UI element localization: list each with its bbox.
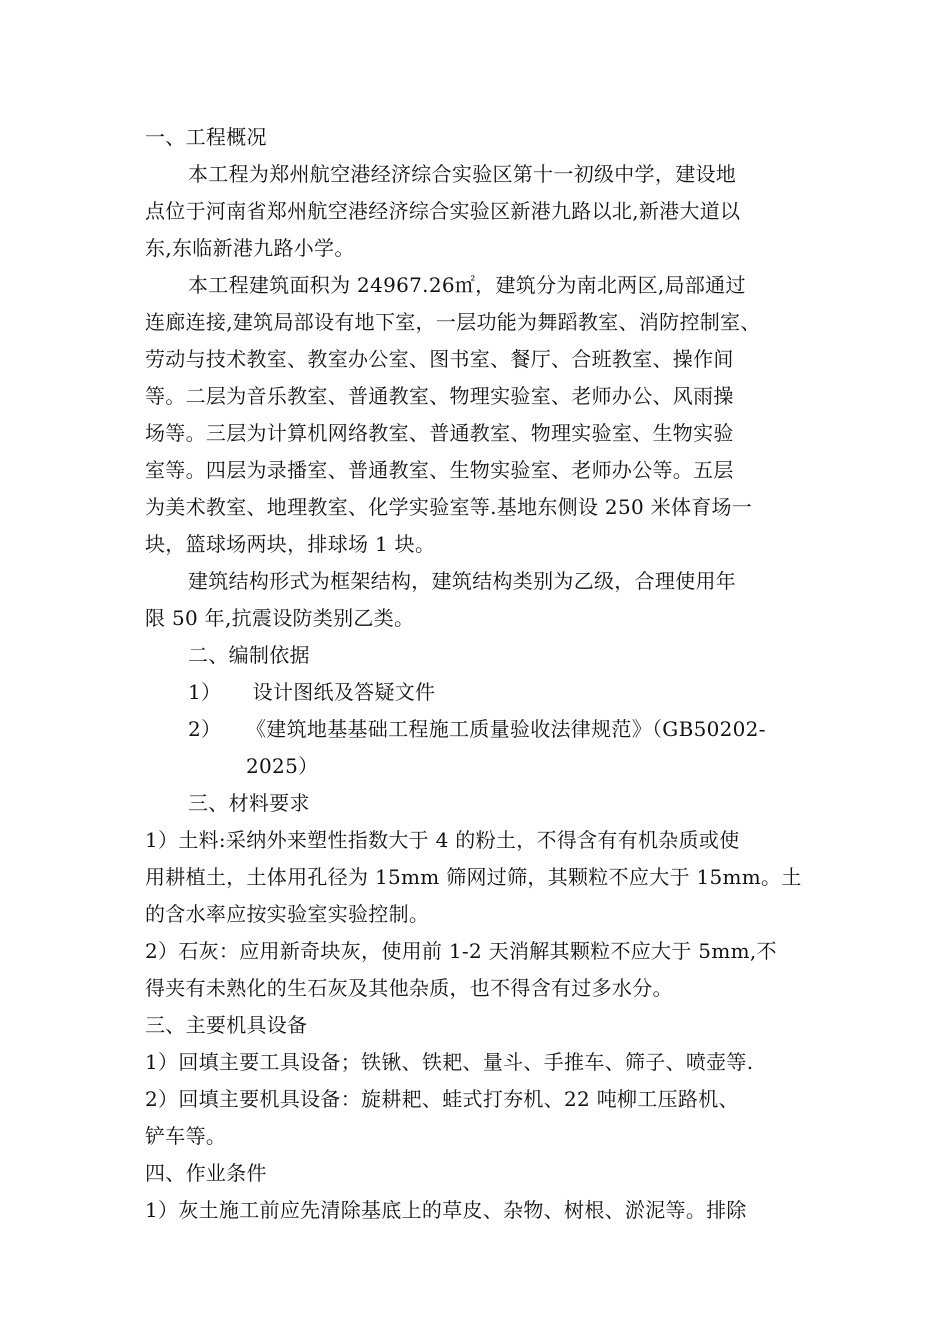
paragraph-line: 1）土料:采纳外来塑性指数大于 4 的粉土，不得含有有机杂质或使 — [145, 828, 740, 852]
paragraph-line: 1）回填主要工具设备；铁锹、铁耙、量斗、手推车、筛子、喷壶等. — [145, 1050, 754, 1074]
section-heading-overview: 一、工程概况 — [145, 125, 267, 149]
paragraph-line: 得夹有未熟化的生石灰及其他杂质，也不得含有过多水分。 — [145, 976, 673, 1000]
paragraph-line: 2）回填主要机具设备：旋耕耙、蛙式打夯机、22 吨柳工压路机、 — [145, 1087, 739, 1111]
paragraph-line: 本工程建筑面积为 24967.26㎡，建筑分为南北两区,局部通过 — [188, 273, 746, 297]
section-heading-equipment: 三、主要机具设备 — [145, 1013, 308, 1037]
section-heading-materials: 三、材料要求 — [188, 791, 310, 815]
list-item — [188, 679, 435, 705]
list-item — [188, 716, 766, 742]
section-heading-basis: 二、编制依据 — [188, 643, 310, 667]
paragraph-line: 块，篮球场两块，排球场 1 块。 — [145, 532, 436, 556]
list-item-text: 《建筑地基基础工程施工质量验收法律规范》（GB50202- — [246, 717, 766, 741]
paragraph-line: 的含水率应按实验室实验控制。 — [145, 902, 430, 926]
list-item-continuation: 2025） — [246, 754, 319, 778]
paragraph-line: 场等。三层为计算机网络教室、普通教室、物理实验室、生物实验 — [145, 421, 734, 445]
paragraph-line: 等。二层为音乐教室、普通教室、物理实验室、老师办公、风雨操 — [145, 384, 734, 408]
paragraph-line: 2）石灰：应用新奇块灰，使用前 1-2 天消解其颗粒不应大于 5mm,不 — [145, 939, 777, 963]
paragraph-line: 东,东临新港九路小学。 — [145, 236, 355, 260]
list-item-number: 2） — [188, 717, 222, 741]
paragraph-line: 建筑结构形式为框架结构，建筑结构类别为乙级，合理使用年 — [188, 569, 737, 593]
paragraph-line: 限 50 年,抗震设防类别乙类。 — [145, 606, 415, 630]
section-heading-conditions: 四、作业条件 — [145, 1161, 267, 1185]
paragraph-line: 点位于河南省郑州航空港经济综合实验区新港九路以北,新港大道以 — [145, 199, 741, 223]
paragraph-line: 铲车等。 — [145, 1124, 227, 1148]
paragraph-line: 1）灰土施工前应先清除基底上的草皮、杂物、树根、淤泥等。排除 — [145, 1198, 747, 1222]
paragraph-line: 连廊连接,建筑局部设有地下室，一层功能为舞蹈教室、消防控制室、 — [145, 310, 761, 334]
paragraph-line: 用耕植土，土体用孔径为 15mm 筛网过筛，其颗粒不应大于 15mm。土 — [145, 865, 802, 889]
paragraph-line: 为美术教室、地理教室、化学实验室等.基地东侧设 250 米体育场一 — [145, 495, 753, 519]
list-item-text: 设计图纸及答疑文件 — [246, 680, 436, 704]
paragraph-line: 本工程为郑州航空港经济综合实验区第十一初级中学，建设地 — [188, 162, 737, 186]
paragraph-line: 室等。四层为录播室、普通教室、生物实验室、老师办公等。五层 — [145, 458, 734, 482]
list-item-number: 1） — [188, 680, 222, 704]
paragraph-line: 劳动与技术教室、教室办公室、图书室、餐厅、合班教室、操作间 — [145, 347, 734, 371]
